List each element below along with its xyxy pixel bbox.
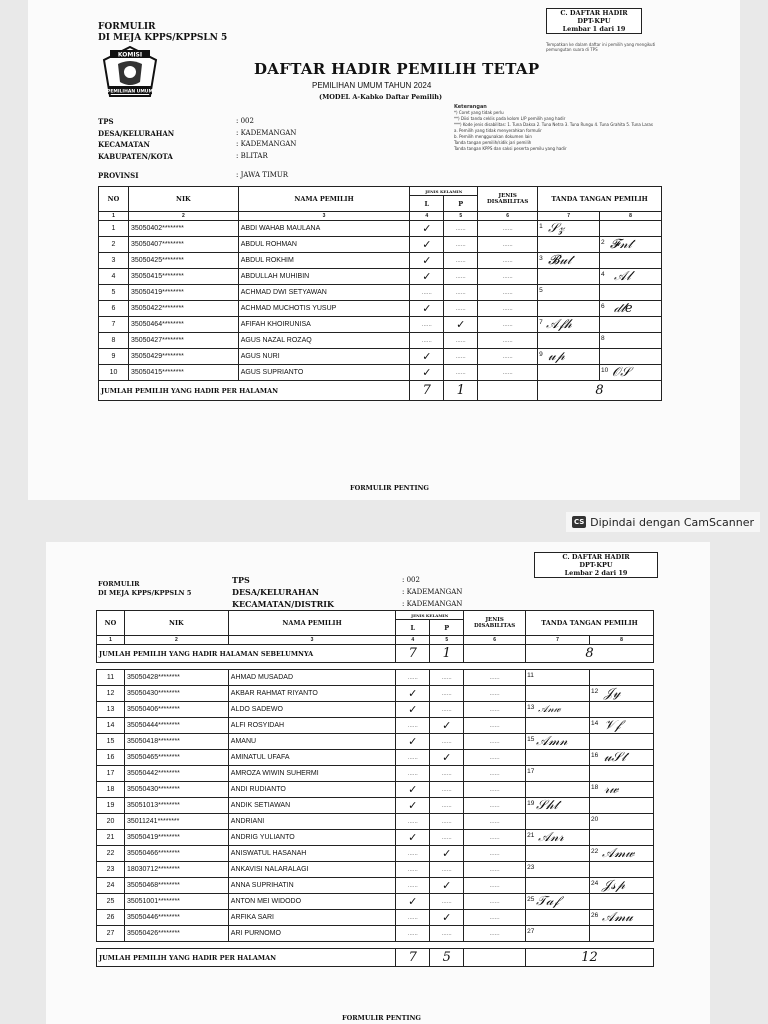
table-row: 24 35050468******** ANNA SUPRIHATIN ...... ✓ ...... 24 𝒥𝓈𝓅 xyxy=(97,878,654,894)
col-jenis-kelamin: JENIS KELAMIN xyxy=(410,187,478,196)
signature: 𝓊𝓅 xyxy=(548,349,565,364)
jumlah-row: JUMLAH PEMILIH YANG HADIR PER HALAMAN 7 5 12 xyxy=(97,949,654,967)
col-no: NO xyxy=(99,187,129,212)
col-disabilitas: JENIS DISABILITAS xyxy=(464,611,526,636)
table-row: 11 35050428******** AHMAD MUSADAD ...... ...... ...... 11 xyxy=(97,670,654,686)
signature: 𝓊𝒮𝓉 xyxy=(604,750,626,765)
col-l: L xyxy=(410,196,444,212)
table-row: 22 35050466******** ANISWATUL HASANAH ...... ✓ ...... 22 𝒜𝓂𝓌 xyxy=(97,846,654,862)
table-row: 13 35050406******** ALDO SADEWO ✓ ...... ...... 13 𝒜𝓃𝓌 xyxy=(97,702,654,718)
signature: 𝓕𝓃𝓉 xyxy=(610,237,633,252)
table-row: 2 35050407******** ABDUL ROHMAN ✓ ...... ...... 2 𝓕𝓃𝓉 xyxy=(99,237,662,253)
info-labels: TPS DESA/KELURAHAN KECAMATAN KABUPATEN/KOTA PROVINSI xyxy=(98,117,175,180)
signature: 𝒜𝓂𝓊 xyxy=(602,910,633,925)
signature: 𝒜𝒻𝒽 xyxy=(546,317,572,332)
signature: 𝒹𝓁𝑒 xyxy=(614,301,633,316)
table-row: 4 35050415******** ABDULLAH MUHIBIN ✓ ...... ...... 4 𝒜𝓁 xyxy=(99,269,662,285)
table-row: 12 35050430******** AKBAR RAHMAT RIYANTO ✓ ...... ...... 12 𝒥𝓎 xyxy=(97,686,654,702)
table-row: 9 35050429******** AGUS NURI ✓ ...... ...... 9 𝓊𝓅 xyxy=(99,349,662,365)
kpu-logo xyxy=(100,44,160,104)
table-row: 10 35050415******** AGUS SUPRIANTO ✓ ...... ...... 10 𝒪𝒮 xyxy=(99,365,662,381)
info-values: : 002 : KADEMANGAN : KADEMANGAN xyxy=(402,576,463,608)
col-p: P xyxy=(444,196,478,212)
signature: 𝒱𝒻 xyxy=(604,718,621,733)
column-index-row: 1 2 3 4 5 6 7 8 xyxy=(99,212,662,221)
table-row: 7 35050464******** AFIFAH KHOIRUNISA ...... ✓ ...... 7 𝒜𝒻𝒽 xyxy=(99,317,662,333)
table-row: 21 35050419******** ANDRIG YULIANTO ✓ ...... ...... 21 𝒜𝓃𝓇 xyxy=(97,830,654,846)
col-l: L xyxy=(396,620,430,636)
table-row: 27 35050426******** ARI PURNOMO ...... ...... ...... 27 xyxy=(97,926,654,942)
model-label: (MODEL A-Kabko Daftar Pemilih) xyxy=(319,93,443,101)
col-jenis-kelamin: JENIS KELAMIN xyxy=(396,611,464,620)
subtitle: PEMILIHAN UMUM TAHUN 2024 xyxy=(312,81,432,90)
footer-label: FORMULIR PENTING xyxy=(350,484,429,492)
camscanner-text: Dipindai dengan CamScanner xyxy=(590,515,754,529)
table-row: 17 35050442******** AMROZA WIWIN SUHERMI ...... ...... ...... 17 xyxy=(97,766,654,782)
header-note: Tempatkan ke dalam daftar ini pemilih yang mengikuti pemungutan suara di TPS xyxy=(546,42,656,52)
jumlah-row: JUMLAH PEMILIH YANG HADIR PER HALAMAN 7 1 8 xyxy=(99,381,662,401)
attendance-table-1 xyxy=(98,186,662,401)
table-row: 5 35050419******** ACHMAD DWI SETYAWAN ...... ...... ...... 5 xyxy=(99,285,662,301)
signature: 𝒜𝓁 xyxy=(614,269,631,284)
keterangan-block: Keterangan *) Coret yang tidak perlu **) Diisi tanda ceklis pada kolom L/P pemilih yang hadir ***) Kode jenis disabilitas: 1. Tuna Daksa 2. Tuna Netra 3. Tuna Rungu 4. Tuna Grahita 5. Tuna Laras a. Pemilih yang tidak menyerahkan formulir b. Pemilih menggunakan dokumen lain Tanda tangan pemilih/sidik jari pemilih Tanda tangan KPPS dan saksi peserta pemilu yang hadir xyxy=(454,104,653,151)
form-page-2 xyxy=(46,542,710,1024)
svg-text:KOMISI: KOMISI xyxy=(117,51,143,59)
signature: 𝒪𝒮 xyxy=(612,365,631,380)
signature: 𝒜𝓂𝓃 xyxy=(536,734,568,749)
camscanner-icon: CS xyxy=(573,518,585,526)
table-row: 26 35050446******** ARFIKA SARI ...... ✓ ...... 26 𝒜𝓂𝓊 xyxy=(97,910,654,926)
table-row: 18 35050430******** ANDI RUDIANTO ✓ ...... ...... 18 𝓇𝓌 xyxy=(97,782,654,798)
signature: 𝒜𝓂𝓌 xyxy=(602,846,635,861)
main-title: DAFTAR HADIR PEMILIH TETAP xyxy=(254,60,540,78)
lembar-box: C. DAFTAR HADIR DPT-KPU Lembar 2 dari 19 xyxy=(534,552,658,578)
table-row: 16 35050465******** AMINATUL UFAFA ...... ✓ ...... 16 𝓊𝒮𝓉 xyxy=(97,750,654,766)
table-row: 20 35011241******** ANDRIANI ...... ...... ...... 20 xyxy=(97,814,654,830)
table-row: 19 35051013******** ANDIK SETIAWAN ✓ ...... ...... 19 𝒮𝒽𝓉 xyxy=(97,798,654,814)
attendance-table-2 xyxy=(96,610,654,967)
formulir-label: FORMULIR DI MEJA KPPS/KPPSLN 5 xyxy=(98,580,192,597)
col-tanda-tangan: TANDA TANGAN PEMILIH xyxy=(526,611,654,636)
signature: 𝓇𝓌 xyxy=(604,782,619,797)
svg-text:PEMILIHAN UMUM: PEMILIHAN UMUM xyxy=(107,89,153,95)
signature: 𝒜𝓃𝓌 xyxy=(538,704,561,715)
table-row: 23 18030712******** ANKAVISI NALARALAGI ...... ...... ...... 23 xyxy=(97,862,654,878)
lembar-box: C. DAFTAR HADIR DPT-KPU Lembar 1 dari 19 xyxy=(546,8,642,34)
table-row: 25 35051001******** ANTON MEI WIDODO ✓ ...... ...... 25 𝒯𝒶𝒻 xyxy=(97,894,654,910)
table-row: 3 35050425******** ABDUL ROKHIM ✓ ...... ...... 3 𝓑𝓊𝓉 xyxy=(99,253,662,269)
prev-jumlah-row: JUMLAH PEMILIH YANG HADIR HALAMAN SEBELUMNYA 7 1 8 xyxy=(97,645,654,663)
table-row: 8 35050427******** AGUS NAZAL ROZAQ ...... ...... ...... 8 xyxy=(99,333,662,349)
col-nama: NAMA PEMILIH xyxy=(228,611,396,636)
info-labels: TPS DESA/KELURAHAN KECAMATAN/DISTRIK xyxy=(232,575,334,609)
signature: 𝒮𝒽𝓉 xyxy=(536,798,559,813)
table-row: 6 35050422******** ACHMAD MUCHOTIS YUSUP ✓ ...... ...... 6 𝒹𝓁𝑒 xyxy=(99,301,662,317)
table-row: 1 35050402******** ABDI WAHAB MAULANA ✓ ...... ...... 1 𝒮𝓏 xyxy=(99,221,662,237)
signature: 𝒮𝓏 xyxy=(548,221,565,236)
signature: 𝓑𝓊𝓉 xyxy=(548,253,572,268)
footer-label: FORMULIR PENTING xyxy=(342,1014,421,1022)
signature: 𝒜𝓃𝓇 xyxy=(538,830,564,845)
col-p: P xyxy=(430,620,464,636)
col-nama: NAMA PEMILIH xyxy=(238,187,410,212)
table-row: 14 35050444******** ALFI ROSYIDAH ...... ✓ ...... 14 𝒱𝒻 xyxy=(97,718,654,734)
column-index-row: 1 2 3 4 5 6 7 8 xyxy=(97,636,654,645)
formulir-label: FORMULIR DI MEJA KPPS/KPPSLN 5 xyxy=(98,22,228,43)
signature: 𝒥𝓈𝓅 xyxy=(602,878,626,893)
signature: 𝒥𝓎 xyxy=(604,686,621,701)
col-no: NO xyxy=(97,611,125,636)
col-nik: NIK xyxy=(128,187,238,212)
col-tanda-tangan: TANDA TANGAN PEMILIH xyxy=(538,187,662,212)
col-disabilitas: JENIS DISABILITAS xyxy=(478,187,538,212)
form-page-1 xyxy=(28,0,740,500)
signature: 𝒯𝒶𝒻 xyxy=(536,894,560,909)
col-nik: NIK xyxy=(124,611,228,636)
info-values: : 002 : KADEMANGAN : KADEMANGAN : BLITAR : JAWA TIMUR xyxy=(236,117,297,179)
table-row: 15 35050418******** AMANU ✓ ...... ...... 15 𝒜𝓂𝓃 xyxy=(97,734,654,750)
camscanner-watermark xyxy=(566,512,760,532)
